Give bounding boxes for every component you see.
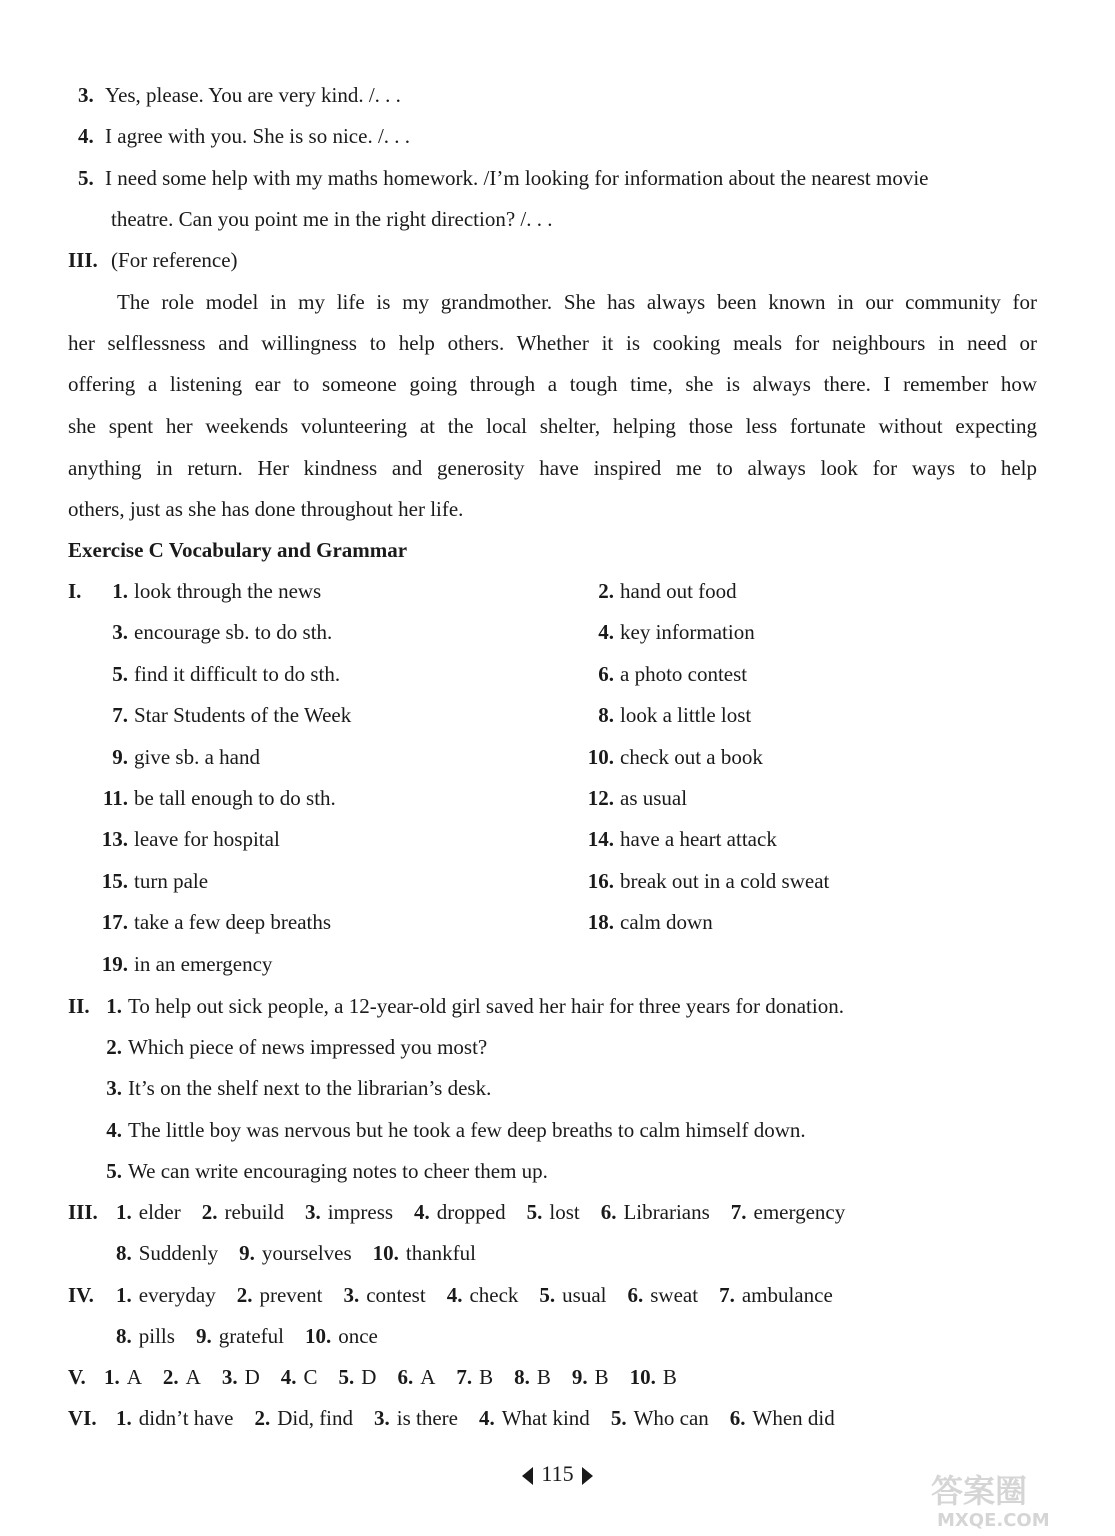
list-item	[578, 909, 713, 935]
item-text: Did, find	[277, 1406, 354, 1430]
item-number: 2.	[106, 1035, 122, 1060]
list-item	[92, 702, 351, 728]
item-number: 9.	[239, 1241, 255, 1265]
item-number: 3.	[221, 1365, 238, 1389]
item-number: 9.	[571, 1365, 588, 1389]
list-item	[92, 826, 280, 852]
list-item	[578, 868, 829, 894]
list-item	[578, 785, 687, 811]
answer-line: 3. Yes, please. You are very kind. /. . .	[78, 83, 401, 107]
essay-line: she spent her weekends volunteering at the local shelter, helping those less fortunate without expecting	[68, 414, 1037, 438]
word-answers-row	[116, 1199, 866, 1225]
arrow-right-icon	[582, 1467, 593, 1485]
essay-line: The role model in my life is my grandmother. She has always been known in our community for	[117, 290, 1037, 314]
item-text: contest	[366, 1283, 426, 1307]
item-number: 4.	[414, 1200, 430, 1224]
item-number: 15.	[101, 868, 128, 893]
item-text: thankful	[405, 1241, 476, 1265]
item-text: emergency	[753, 1200, 846, 1224]
item-text: We can write encouraging notes to cheer them up.	[128, 1158, 548, 1183]
item-text: leave for hospital	[134, 827, 280, 852]
essay-line: her selflessness and willingness to help others. Whether it is cooking meals for neighbours in need or	[68, 331, 1037, 355]
item-number: 4.	[598, 620, 614, 645]
item-text: Who can	[633, 1406, 709, 1430]
item-text: Librarians	[623, 1200, 710, 1224]
item-text: calm down	[620, 910, 713, 935]
word-answers-row	[116, 1282, 854, 1308]
section-header: III. (For reference)	[68, 248, 238, 272]
item-number: 3.	[343, 1283, 360, 1307]
item-text: a photo contest	[620, 661, 748, 686]
item-number: 10.	[587, 744, 614, 769]
item-number: 6.	[729, 1406, 746, 1430]
item-number: 13.	[101, 827, 128, 852]
watermark-main: 答案圈	[931, 1472, 1028, 1510]
page-number: 115	[541, 1461, 574, 1486]
arrow-left-icon	[522, 1467, 533, 1485]
word-answers-row	[116, 1240, 497, 1266]
item-text: rebuild	[224, 1200, 284, 1224]
item-number: 1.	[104, 1365, 120, 1389]
item-number: 14.	[587, 827, 614, 852]
item-text: check	[469, 1283, 519, 1307]
item-text: ambulance	[741, 1283, 833, 1307]
part-numeral: VI.	[68, 1406, 97, 1430]
part-numeral: I.	[68, 579, 82, 603]
item-number: 6.	[600, 1200, 617, 1224]
item-number: 9.	[195, 1324, 212, 1348]
item-text: take a few deep breaths	[134, 910, 332, 935]
list-item	[96, 1075, 491, 1101]
list-item	[578, 826, 777, 852]
item-number: 7.	[112, 703, 128, 728]
item-text: Suddenly	[138, 1241, 219, 1265]
item-number: 5.	[610, 1406, 627, 1430]
item-number: 10.	[372, 1241, 399, 1265]
item-text: once	[338, 1324, 378, 1348]
part-numeral: IV.	[68, 1283, 94, 1307]
list-item	[96, 1117, 806, 1143]
item-number: 5.	[338, 1365, 355, 1389]
item-text: Which piece of news impressed you most?	[128, 1035, 488, 1060]
item-number: 1.	[116, 1283, 132, 1307]
item-number: 17.	[101, 910, 128, 935]
item-text: A	[185, 1365, 201, 1389]
item-number: 11.	[102, 786, 128, 810]
item-text: It’s on the shelf next to the librarian’s desk.	[128, 1076, 492, 1101]
essay-line: anything in return. Her kindness and generosity have inspired me to always look for ways to help	[68, 456, 1037, 480]
item-text: What kind	[501, 1406, 590, 1430]
item-number: 10.	[304, 1324, 332, 1348]
answer-line: 5. I need some help with my maths homework. /I’m looking for information about the nearest movie	[78, 166, 929, 190]
list-item	[96, 1158, 548, 1184]
item-text: B	[594, 1365, 609, 1389]
item-number: 3.	[112, 620, 128, 645]
item-number: 8.	[598, 703, 614, 728]
item-number: 7.	[730, 1200, 747, 1224]
item-text: B	[536, 1365, 551, 1389]
item-text: is there	[396, 1406, 458, 1430]
item-text: yourselves	[261, 1241, 352, 1265]
item-text: lost	[549, 1200, 580, 1224]
item-text: turn pale	[134, 868, 209, 893]
item-text: C	[303, 1365, 318, 1389]
list-item	[92, 619, 332, 645]
list-item	[92, 661, 340, 687]
list-item	[92, 744, 260, 770]
list-item	[578, 619, 755, 645]
item-text: look through the news	[134, 579, 322, 603]
item-number: 4.	[106, 1117, 122, 1142]
item-number: 6.	[397, 1365, 414, 1389]
item-text: hand out food	[620, 579, 737, 603]
item-number: 6.	[627, 1283, 644, 1307]
item-number: 3.	[304, 1200, 321, 1224]
list-item	[92, 868, 208, 894]
list-item	[578, 578, 737, 604]
exercise-title: Exercise C Vocabulary and Grammar	[68, 538, 408, 562]
item-number: 19.	[101, 951, 128, 976]
item-number: 8.	[116, 1324, 132, 1348]
item-number: 4.	[280, 1365, 297, 1389]
list-item	[92, 951, 272, 977]
item-text: everyday	[138, 1283, 216, 1307]
item-text: The little boy was nervous but he took a few deep breaths to calm himself down.	[128, 1117, 806, 1142]
item-text: A	[420, 1365, 436, 1389]
item-text: usual	[562, 1283, 607, 1307]
item-number: 1.	[116, 1406, 132, 1430]
item-number: 7.	[719, 1283, 735, 1307]
item-number: 18.	[587, 910, 614, 935]
item-number: 9.	[112, 744, 128, 769]
item-text: B	[479, 1365, 494, 1389]
item-text: Star Students of the Week	[134, 703, 352, 728]
essay-line: others, just as she has done throughout her life.	[68, 497, 464, 521]
list-item	[92, 785, 336, 811]
item-number: 16.	[587, 868, 614, 893]
item-number: 4.	[446, 1283, 463, 1307]
item-number: 7.	[456, 1365, 473, 1389]
item-text: give sb. a hand	[134, 744, 260, 769]
item-number: 4.	[479, 1406, 495, 1430]
item-text: have a heart attack	[620, 827, 777, 852]
item-text: break out in a cold sweat	[620, 868, 830, 893]
item-text: D	[361, 1365, 377, 1389]
item-text: didn’t have	[138, 1406, 234, 1430]
item-number: 12.	[587, 786, 614, 810]
item-text: sweat	[650, 1283, 699, 1307]
part-numeral: II.	[68, 994, 90, 1018]
item-text: dropped	[436, 1200, 506, 1224]
list-item	[578, 744, 763, 770]
watermark-sub: MXQE.COM	[937, 1510, 1050, 1531]
item-text: as usual	[620, 786, 688, 810]
item-number: 3.	[374, 1406, 390, 1430]
item-text: elder	[138, 1200, 181, 1224]
list-item	[578, 661, 747, 687]
item-number: 2.	[236, 1283, 253, 1307]
item-number: 5.	[112, 661, 128, 686]
item-text: be tall enough to do sth.	[134, 786, 336, 810]
item-text: in an emergency	[134, 951, 273, 976]
item-number: 2.	[598, 579, 614, 603]
item-text: find it difficult to do sth.	[134, 661, 341, 686]
list-item	[92, 578, 321, 604]
watermark-logo	[927, 1468, 1097, 1532]
list-item	[92, 909, 331, 935]
item-number: 8.	[514, 1365, 530, 1389]
item-number: 1.	[106, 994, 122, 1018]
item-text: key information	[620, 620, 755, 645]
part-numeral: V.	[68, 1365, 86, 1389]
item-text: look a little lost	[620, 703, 752, 728]
item-number: 1.	[112, 579, 128, 603]
item-text: B	[662, 1365, 677, 1389]
word-answers-row	[116, 1323, 399, 1349]
item-text: grateful	[218, 1324, 284, 1348]
list-item	[578, 702, 751, 728]
answer-line: 4. I agree with you. She is so nice. /. . .	[78, 124, 411, 148]
item-text: A	[126, 1365, 142, 1389]
item-text: D	[244, 1365, 260, 1389]
item-text: To help out sick people, a 12-year-old girl saved her hair for three years for donation.	[128, 994, 844, 1018]
item-text: prevent	[259, 1283, 323, 1307]
list-item	[96, 993, 844, 1019]
item-number: 2.	[201, 1200, 218, 1224]
item-number: 8.	[116, 1241, 132, 1265]
list-item	[96, 1034, 487, 1060]
item-text: When did	[752, 1406, 835, 1430]
item-text: impress	[327, 1200, 394, 1224]
item-number: 5.	[526, 1200, 543, 1224]
item-number: 2.	[254, 1406, 271, 1430]
item-text: check out a book	[620, 744, 763, 769]
item-number: 5.	[106, 1158, 122, 1183]
item-number: 6.	[598, 661, 614, 686]
item-number: 5.	[539, 1283, 556, 1307]
item-number: 1.	[116, 1200, 132, 1224]
item-number: 10.	[629, 1365, 656, 1389]
item-text: pills	[138, 1324, 175, 1348]
choice-answers-row	[104, 1364, 698, 1390]
essay-line: offering a listening ear to someone going through a tough time, she is always there. I remember how	[68, 372, 1037, 396]
answer-line-continued: theatre. Can you point me in the right direction? /. . .	[111, 207, 553, 231]
item-number: 3.	[106, 1076, 122, 1101]
completion-answers-row	[116, 1405, 856, 1431]
part-numeral: III.	[68, 1200, 98, 1224]
item-text: encourage sb. to do sth.	[134, 620, 333, 645]
item-number: 2.	[162, 1365, 179, 1389]
